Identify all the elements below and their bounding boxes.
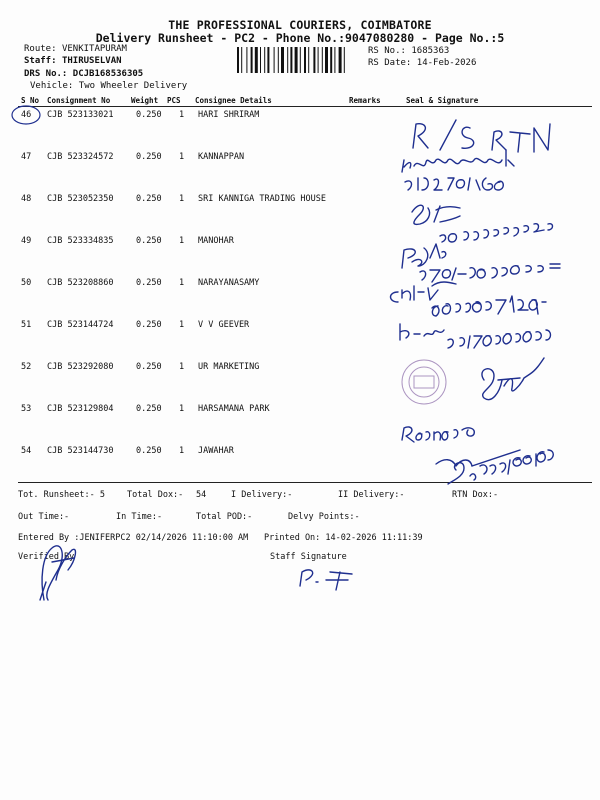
drs-label: DRS No.: (24, 69, 68, 79)
staff-signature-mark (300, 570, 352, 590)
row-pcs: 1 (179, 110, 185, 120)
row-pcs: 1 (179, 404, 185, 414)
row-pcs: 1 (179, 236, 185, 246)
row-consignment: CJB 523208860 (47, 278, 114, 288)
row-consignee: V V GEEVER (198, 320, 250, 330)
row-consignee: KANNAPPAN (198, 152, 245, 162)
signature-row-53 (402, 427, 474, 442)
col-header-consignment: Consignment No (47, 96, 111, 105)
row-consignment: CJB 523144730 (47, 446, 114, 456)
tot-runsheet: Tot. Runsheet:- 5 (18, 490, 105, 500)
total-pod: Total POD:- (196, 512, 253, 522)
rs-date-label: RS Date: (368, 58, 412, 68)
col-header-seal: Seal & Signature (406, 96, 479, 105)
rs-rtn-mark (413, 120, 550, 152)
route-value: VENKITAPURAM (61, 44, 127, 54)
signature-row-48 (412, 205, 553, 242)
row-consignment: CJB 523052350 (47, 194, 114, 204)
delvy-points: Delvy Points:- (288, 512, 360, 522)
row-pcs: 1 (179, 194, 185, 204)
row-consignment: CJB 523144724 (47, 320, 114, 330)
row-weight: 0.250 (136, 404, 162, 414)
row-pcs: 1 (179, 320, 185, 330)
row-consignee: HARSAMANA PARK (198, 404, 270, 414)
total-dox-label: Total Dox:- (127, 490, 184, 500)
signature-row-54 (436, 450, 553, 484)
staff-signature-label: Staff Signature (270, 552, 347, 562)
in-time: In Time:- (116, 512, 163, 522)
company-title: THE PROFESSIONAL COURIERS, COIMBATORE (168, 18, 432, 32)
vehicle-label: Vehicle: (30, 81, 74, 91)
row-sno: 52 (21, 362, 32, 372)
row-consignee: SRI KANNIGA TRADING HOUSE (198, 194, 326, 204)
entered-by: Entered By :JENIFERPC2 02/14/2026 11:10:00 AM (18, 533, 249, 543)
verified-by: Verified By (18, 552, 75, 562)
row-consignment: CJB 523292080 (47, 362, 114, 372)
row-sno: 48 (21, 194, 32, 204)
row-sno: 53 (21, 404, 32, 414)
row-weight: 0.250 (136, 194, 162, 204)
out-time: Out Time:- (18, 512, 70, 522)
row-sno: 46 (21, 110, 32, 120)
col-header-weight: Weight (131, 96, 159, 105)
rs-no-label: RS No.: (368, 46, 406, 56)
row-sno: 54 (21, 446, 32, 456)
rs-no-value: 1685363 (411, 46, 450, 56)
row-sno: 50 (21, 278, 32, 288)
row-pcs: 1 (179, 446, 185, 456)
row-pcs: 1 (179, 362, 185, 372)
col-header-consignee: Consignee Details (195, 96, 272, 105)
route-label: Route: (24, 44, 57, 54)
company-stamp (402, 360, 446, 404)
row-weight: 0.250 (136, 278, 162, 288)
row-sno: 51 (21, 320, 32, 330)
signature-row-50 (391, 282, 547, 316)
row-consignment: CJB 523324572 (47, 152, 114, 162)
row-sno: 49 (21, 236, 32, 246)
col-header-pcs: PCS (167, 96, 181, 105)
row-consignee: MANOHAR (198, 236, 234, 246)
row-consignee: NARAYANASAMY (198, 278, 260, 288)
row-consignment: CJB 523133021 (47, 110, 114, 120)
row-weight: 0.250 (136, 110, 162, 120)
rs-date-value: 14-Feb-2026 (416, 58, 477, 68)
total-dox-value: 54 (196, 490, 207, 500)
rtn-dox: RTN Dox:- (452, 490, 499, 500)
row-weight: 0.250 (136, 152, 162, 162)
signature-row-51 (400, 324, 551, 348)
row-consignee: HARI SHRIRAM (198, 110, 260, 120)
i-delivery: I Delivery:- (231, 490, 293, 500)
row-consignee: JAWAHAR (198, 446, 234, 456)
verified-by-signature (40, 546, 75, 600)
row-pcs: 1 (179, 278, 185, 288)
row-weight: 0.250 (136, 362, 162, 372)
col-header-remarks: Remarks (349, 96, 381, 105)
signature-row-47 (402, 150, 514, 190)
signature-row-49 (402, 244, 560, 282)
col-header-sno: S No (21, 96, 40, 105)
drs-value: DCJB168536305 (72, 69, 144, 79)
runsheet-subtitle: Delivery Runsheet - PC2 - Phone No.:9047080280 - Page No.:5 (95, 31, 505, 45)
row-pcs: 1 (179, 152, 185, 162)
signature-row-52 (482, 358, 544, 400)
vehicle-value: Two Wheeler Delivery (78, 81, 188, 91)
staff-label: Staff: (24, 56, 57, 66)
row-weight: 0.250 (136, 446, 162, 456)
printed-on: Printed On: 14-02-2026 11:11:39 (264, 533, 423, 543)
ii-delivery: II Delivery:- (338, 490, 405, 500)
staff-value: THIRUSELVAN (61, 56, 122, 66)
row-weight: 0.250 (136, 236, 162, 246)
row-sno: 47 (21, 152, 32, 162)
row-weight: 0.250 (136, 320, 162, 330)
row-consignee: UR MARKETING (198, 362, 260, 372)
row-consignment: CJB 523334835 (47, 236, 114, 246)
row-consignment: CJB 523129804 (47, 404, 114, 414)
